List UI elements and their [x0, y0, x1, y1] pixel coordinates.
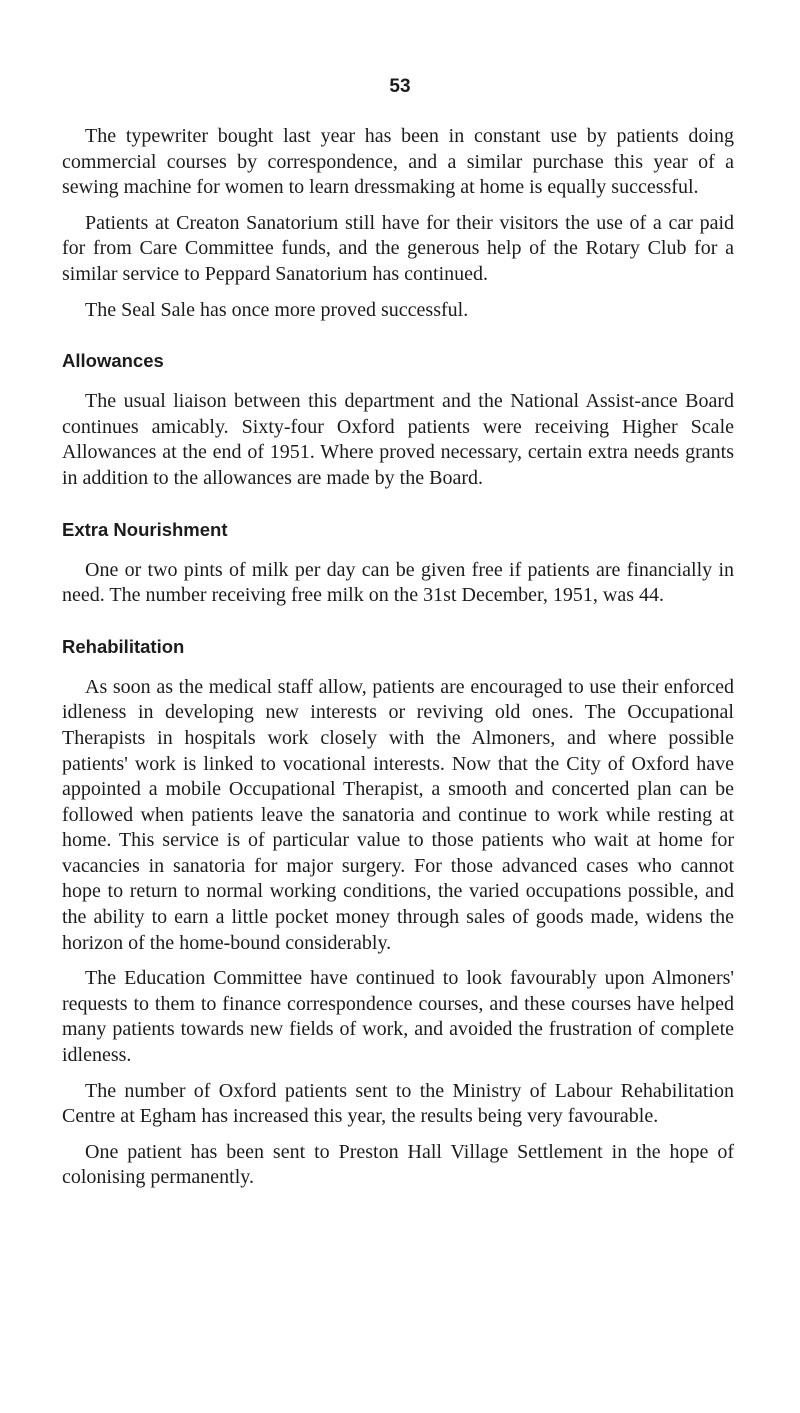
- page-number: 53: [389, 76, 411, 97]
- paragraph: The Seal Sale has once more proved successful.: [85, 298, 469, 321]
- paragraph: The number of Oxford patients sent to the Ministry of Labour Rehabilitation Centre at Egham has increased this year, the results being very favourable.: [62, 1079, 734, 1128]
- paragraph: One patient has been sent to Preston Hall Village Settlement in the hope of colonising permanently.: [62, 1140, 734, 1189]
- section-heading-extra-nourishment: Extra Nourishment: [62, 518, 228, 540]
- paragraph: The Education Committee have continued to look favourably upon Almoners' requests to them to finance correspondence courses, and these courses have helped many patients towards new fields of work, and avoided the frustration of complete idleness.: [62, 967, 734, 1067]
- paragraph: Patients at Creaton Sanatorium still have for their visitors the use of a car paid for from Care Committee funds, and the generous help of the Rotary Club for a similar service to Peppard Sanatorium has continued.: [62, 211, 734, 285]
- paragraph: One or two pints of milk per day can be given free if patients are financially in need. The number receiving free milk on the 31st December, 1951, was 44.: [62, 558, 734, 607]
- paragraph: The typewriter bought last year has been in constant use by patients doing commercial courses by correspondence, and a similar purchase this year of a sewing machine for women to learn dressmaking at home is equally successful.: [62, 125, 734, 199]
- paragraph: The usual liaison between this department and the National Assist-ance Board continues amicably. Sixty-four Oxford patients were receiving Higher Scale Allowances at the end of 1951. Where proved necessary, certain extra needs grants in addition to the allowances are made by the Board.: [62, 390, 734, 489]
- section-heading-rehabilitation: Rehabilitation: [62, 635, 185, 657]
- paragraph: As soon as the medical staff allow, patients are encouraged to use their enforced idleness in developing new interests or reviving old ones. The Occupational Therapists in hospitals work closely with the Almoners, and where possible patients' work is linked to vocational interests. Now that the City of Oxford have appointed a mobile Occupational Therapist, a smooth and concerted plan can be followed when patients leave the sanatoria and continue to work while resting at home. This service is of particular value to those patients who wait at home for vacancies in sanatoria for major surgery. For those advanced cases who cannot hope to return to normal working conditions, the varied occupations possible, and the ability to earn a little pocket money through sales of goods made, widens the horizon of the home-bound considerably.: [62, 675, 734, 954]
- document-body: [62, 124, 734, 1191]
- section-heading-allowances: Allowances: [62, 350, 164, 372]
